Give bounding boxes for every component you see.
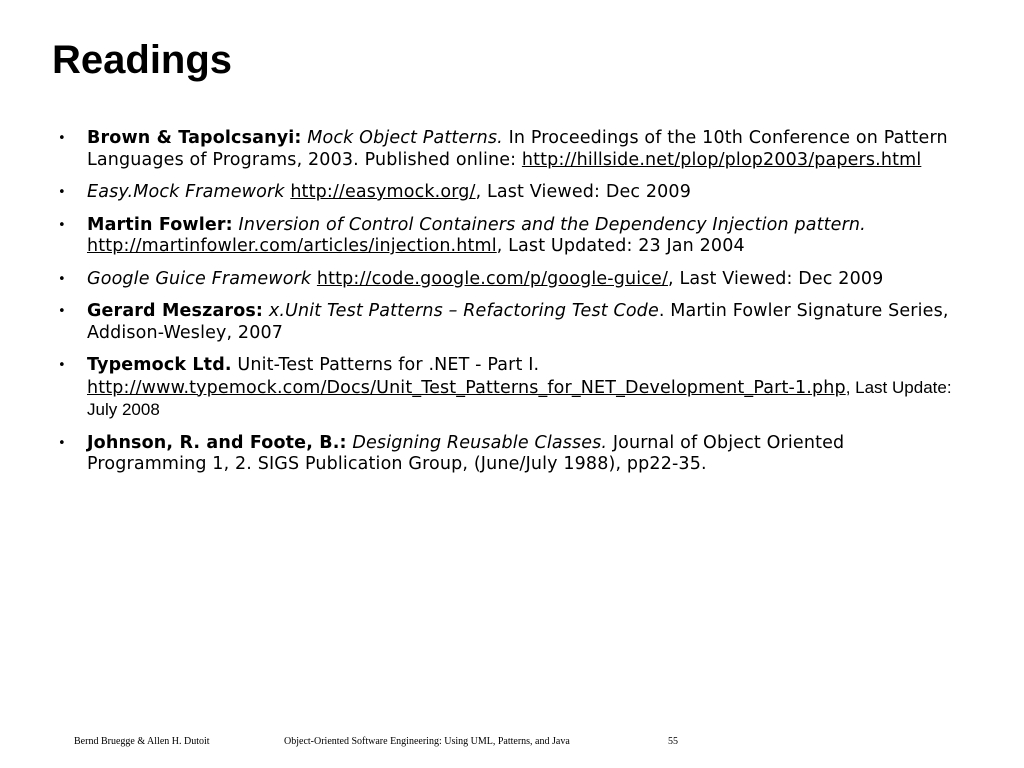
- reading-item: [58, 433, 958, 476]
- reading-link[interactable]: http://easymock.org/: [290, 182, 476, 202]
- footer-book-title: Object-Oriented Software Engineering: Using UML, Patterns, and Java: [284, 736, 570, 747]
- bullet-icon: •: [58, 131, 66, 146]
- reading-author: Typemock Ltd.: [87, 355, 232, 375]
- footer-page-number: 55: [668, 736, 678, 747]
- reading-text: In Proceedings of the 10th Conference on Pattern Languages of Programs, 2003. Published online:: [87, 128, 948, 170]
- reading-text: , Last Updated: 23 Jan 2004: [496, 236, 745, 256]
- reading-text: Unit-Test Patterns for .NET - Part I.: [231, 355, 540, 375]
- reading-list: [58, 128, 958, 487]
- reading-link[interactable]: http://hillside.net/plop/plop2003/papers.html: [521, 149, 922, 170]
- reading-author: Brown & Tapolcsanyi:: [87, 128, 302, 148]
- reading-title: Mock Object Patterns.: [307, 128, 503, 148]
- reading-text: . Martin Fowler Signature Series, Addison-Wesley, 2007: [87, 301, 949, 343]
- bullet-icon: •: [58, 271, 66, 287]
- reading-author: Johnson, R. and Foote, B.:: [87, 432, 347, 453]
- bullet-icon: •: [58, 217, 66, 233]
- reading-text: , Last Viewed: Dec 2009: [475, 182, 691, 202]
- reading-update: , Last Update: July 2008: [87, 377, 952, 419]
- reading-link[interactable]: http://martinfowler.com/articles/injection.html: [87, 236, 497, 256]
- reading-link[interactable]: http://code.google.com/p/google-guice/: [316, 268, 669, 289]
- reading-title: Designing Reusable Classes.: [352, 432, 608, 453]
- reading-title: Easy.Mock Framework: [87, 182, 285, 202]
- reading-author: Gerard Meszaros:: [87, 301, 264, 321]
- reading-link[interactable]: http://www.typemock.com/Docs/Unit_Test_Patterns_for_NET_Development_Part-1.php: [87, 377, 846, 398]
- bullet-icon: •: [58, 435, 66, 451]
- reading-title: Inversion of Control Containers and the Dependency Injection pattern.: [238, 214, 866, 235]
- footer-authors: Bernd Bruegge & Allen H. Dutoit: [74, 736, 210, 747]
- reading-item: [58, 301, 958, 344]
- page-title: Readings: [52, 38, 233, 82]
- bullet-icon: •: [58, 185, 66, 200]
- reading-text: Journal of Object Oriented Programming 1, 2. SIGS Publication Group, (June/July 1988), pp22-35.: [87, 432, 845, 474]
- reading-author: Martin Fowler:: [87, 214, 233, 235]
- reading-title: x.Unit Test Patterns – Refactoring Test Code: [268, 301, 659, 321]
- reading-item: [58, 355, 958, 422]
- reading-title: Google Guice Framework: [87, 268, 312, 289]
- bullet-icon: •: [58, 358, 66, 373]
- reading-item: [58, 182, 958, 204]
- reading-item: [58, 269, 958, 291]
- reading-item: [58, 215, 958, 258]
- reading-item: [58, 128, 958, 171]
- bullet-icon: •: [58, 304, 66, 319]
- reading-text: , Last Viewed: Dec 2009: [668, 268, 884, 289]
